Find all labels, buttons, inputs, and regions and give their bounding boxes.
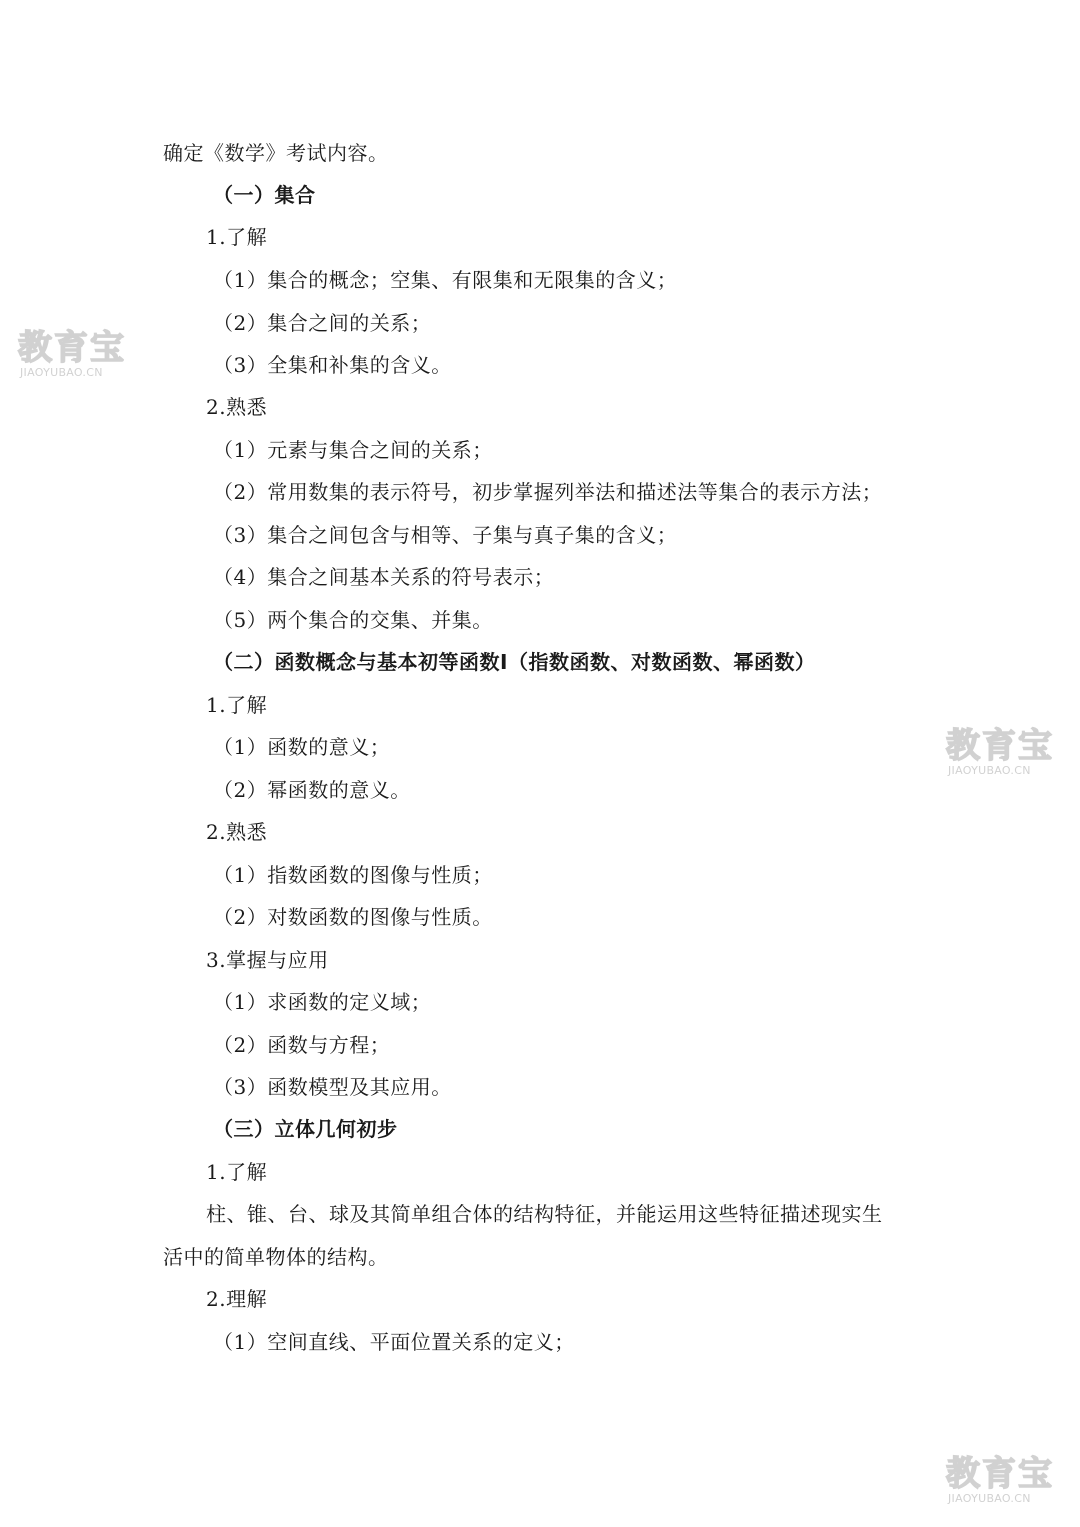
section-heading-sets: （一）集合 — [213, 183, 316, 207]
list-item: （2）常用数集的表示符号，初步掌握列举法和描述法等集合的表示方法； — [213, 480, 883, 504]
list-item: （1）求函数的定义域； — [213, 990, 432, 1014]
watermark-main-text: 教育宝 — [18, 328, 126, 368]
subheading-comprehend: 2.理解 — [206, 1287, 268, 1311]
list-item: （3）集合之间包含与相等、子集与真子集的含义； — [213, 523, 678, 547]
list-item: （2）幂函数的意义。 — [213, 778, 411, 802]
subheading-understand: 1.了解 — [206, 1160, 268, 1184]
list-item: （2）集合之间的关系； — [213, 311, 432, 335]
list-item: （1）集合的概念；空集、有限集和无限集的含义； — [213, 268, 678, 292]
paragraph-line: 活中的简单物体的结构。 — [163, 1245, 389, 1269]
intro-line: 确定《数学》考试内容。 — [163, 141, 389, 165]
subheading-master: 3.掌握与应用 — [206, 948, 329, 972]
section-heading-functions: （二）函数概念与基本初等函数Ⅰ（指数函数、对数函数、幂函数） — [213, 650, 816, 674]
paragraph-line: 柱、锥、台、球及其简单组合体的结构特征，并能运用这些特征描述现实生 — [206, 1202, 883, 1226]
list-item: （3）函数模型及其应用。 — [213, 1075, 452, 1099]
list-item: （4）集合之间基本关系的符号表示； — [213, 565, 555, 589]
list-item: （1）空间直线、平面位置关系的定义； — [213, 1330, 575, 1354]
subheading-familiar: 2.熟悉 — [206, 395, 268, 419]
watermark-logo — [946, 1454, 1066, 1514]
subheading-understand: 1.了解 — [206, 225, 268, 249]
list-item: （5）两个集合的交集、并集。 — [213, 608, 493, 632]
watermark-logo — [946, 726, 1066, 786]
subheading-familiar: 2.熟悉 — [206, 820, 268, 844]
list-item: （1）元素与集合之间的关系； — [213, 438, 493, 462]
watermark-sub-text: JIAOYUBAO.CN — [20, 366, 103, 379]
watermark-main-text: 教育宝 — [946, 1454, 1054, 1494]
subheading-understand: 1.了解 — [206, 693, 268, 717]
list-item: （3）全集和补集的含义。 — [213, 353, 452, 377]
watermark-sub-text: JIAOYUBAO.CN — [948, 764, 1031, 777]
list-item: （1）函数的意义； — [213, 735, 391, 759]
list-item: （2）对数函数的图像与性质。 — [213, 905, 493, 929]
watermark-sub-text: JIAOYUBAO.CN — [948, 1492, 1031, 1505]
watermark-main-text: 教育宝 — [946, 726, 1054, 766]
watermark-logo — [18, 328, 138, 388]
list-item: （1）指数函数的图像与性质； — [213, 863, 493, 887]
list-item: （2）函数与方程； — [213, 1033, 391, 1057]
section-heading-geometry: （三）立体几何初步 — [213, 1117, 398, 1141]
